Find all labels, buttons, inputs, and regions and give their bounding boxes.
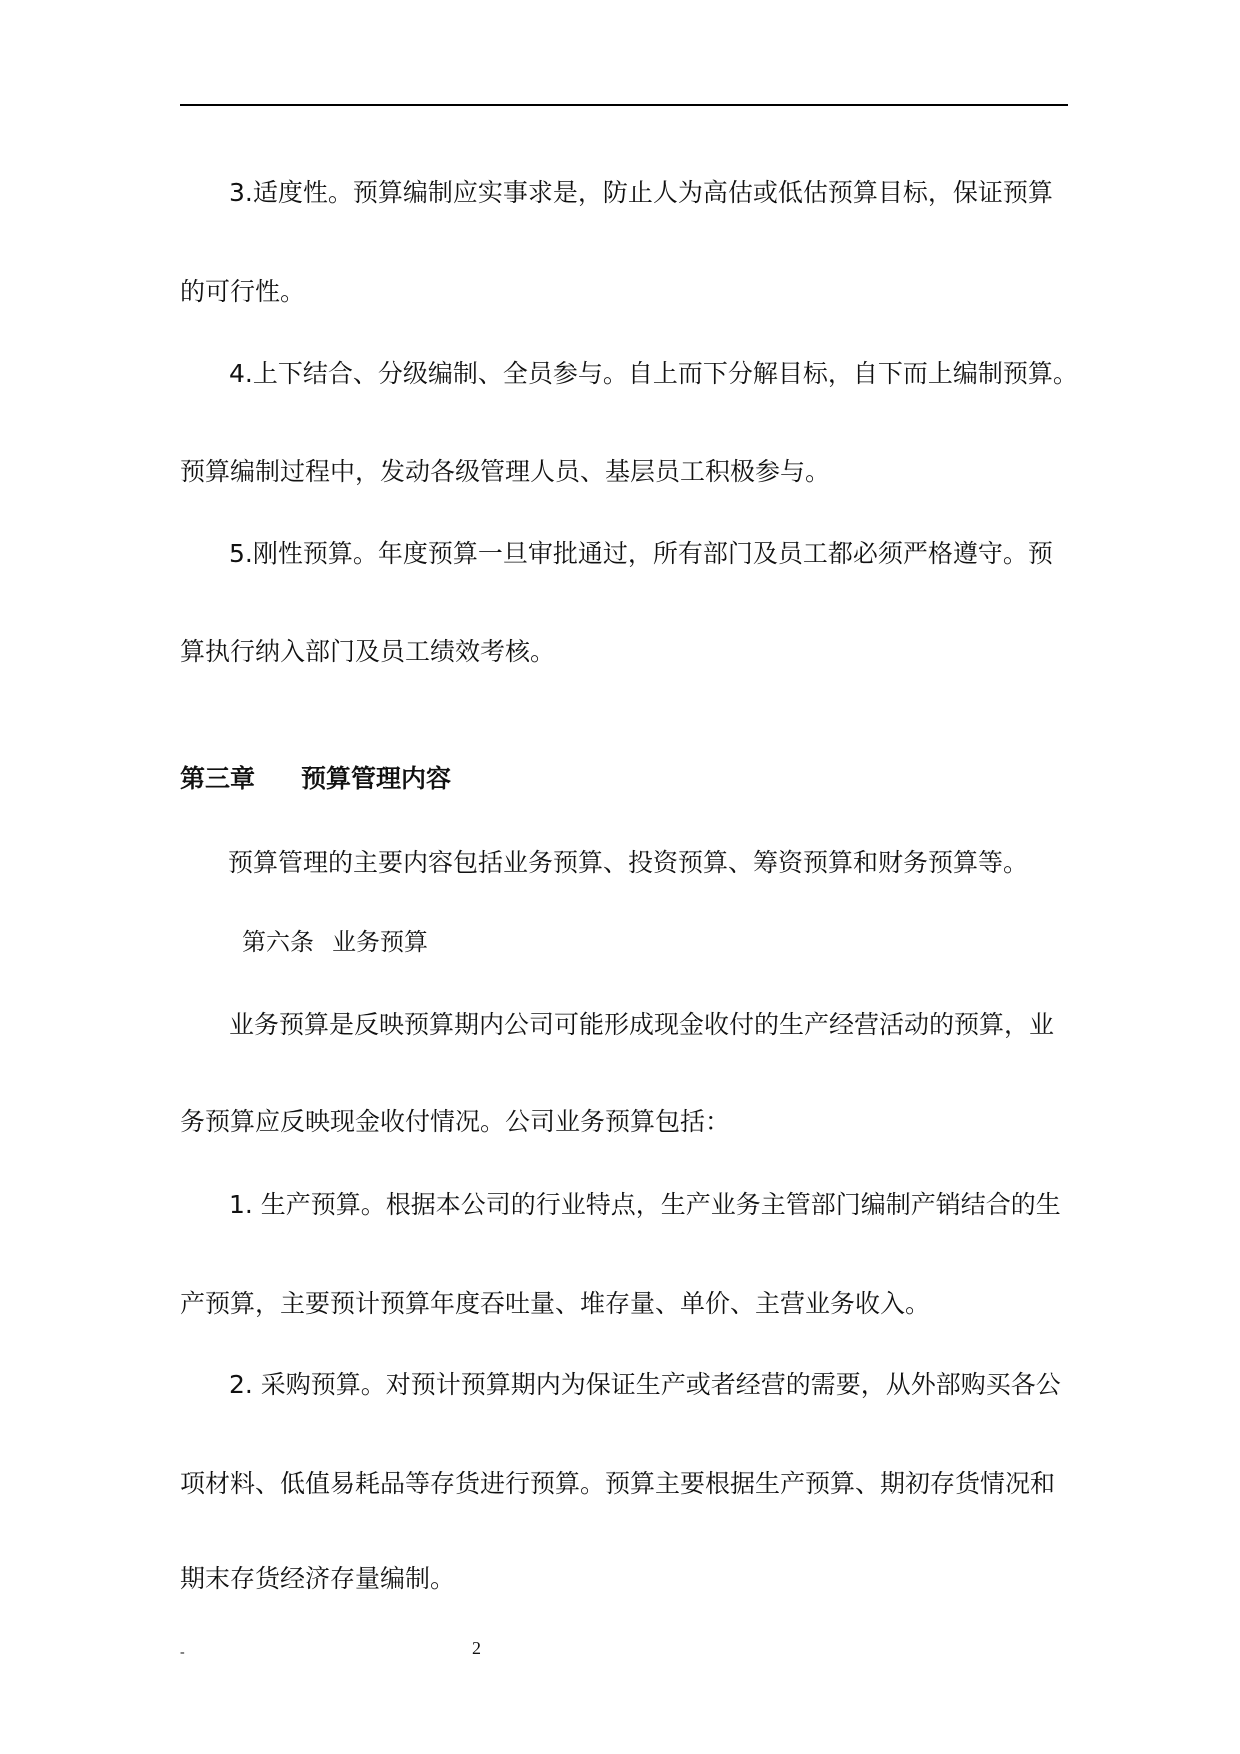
chapter-number: 第三章 bbox=[180, 764, 256, 793]
body-line: 4.上下结合、分级编制、全员参与。自上而下分解目标，自下而上编制预算。 bbox=[229, 359, 1078, 388]
article-number: 第六条 bbox=[242, 928, 314, 956]
page-number: 2 bbox=[472, 1638, 481, 1658]
header-rule bbox=[180, 104, 1068, 106]
body-line: 2. 采购预算。对预计预算期内为保证生产或者经营的需要，从外部购买各公 bbox=[229, 1370, 1061, 1399]
body-line: 务预算应反映现金收付情况。公司业务预算包括： bbox=[180, 1107, 731, 1136]
body-line: 业务预算是反映预算期内公司可能形成现金收付的生产经营活动的预算，业 bbox=[229, 1010, 1055, 1039]
body-line: 的可行性。 bbox=[180, 277, 306, 306]
body-line: 算执行纳入部门及员工绩效考核。 bbox=[180, 637, 556, 666]
body-line: 3.适度性。预算编制应实事求是，防止人为高估或低估预算目标，保证预算 bbox=[229, 178, 1053, 207]
footer-marker: - bbox=[180, 1645, 185, 1660]
body-line: 项材料、低值易耗品等存货进行预算。预算主要根据生产预算、期初存货情况和 bbox=[180, 1469, 1056, 1498]
body-line: 5.刚性预算。年度预算一旦审批通过，所有部门及员工都必须严格遵守。预 bbox=[229, 539, 1053, 568]
chapter-title: 预算管理内容 bbox=[301, 764, 452, 793]
body-line: 1. 生产预算。根据本公司的行业特点，生产业务主管部门编制产销结合的生 bbox=[229, 1190, 1061, 1219]
article-title: 业务预算 bbox=[332, 928, 428, 956]
body-line: 预算编制过程中，发动各级管理人员、基层员工积极参与。 bbox=[180, 457, 831, 486]
body-line: 产预算，主要预计预算年度吞吐量、堆存量、单价、主营业务收入。 bbox=[180, 1289, 931, 1318]
body-line: 期末存货经济存量编制。 bbox=[180, 1564, 456, 1593]
chapter-intro: 预算管理的主要内容包括业务预算、投资预算、筹资预算和财务预算等。 bbox=[228, 848, 1029, 877]
